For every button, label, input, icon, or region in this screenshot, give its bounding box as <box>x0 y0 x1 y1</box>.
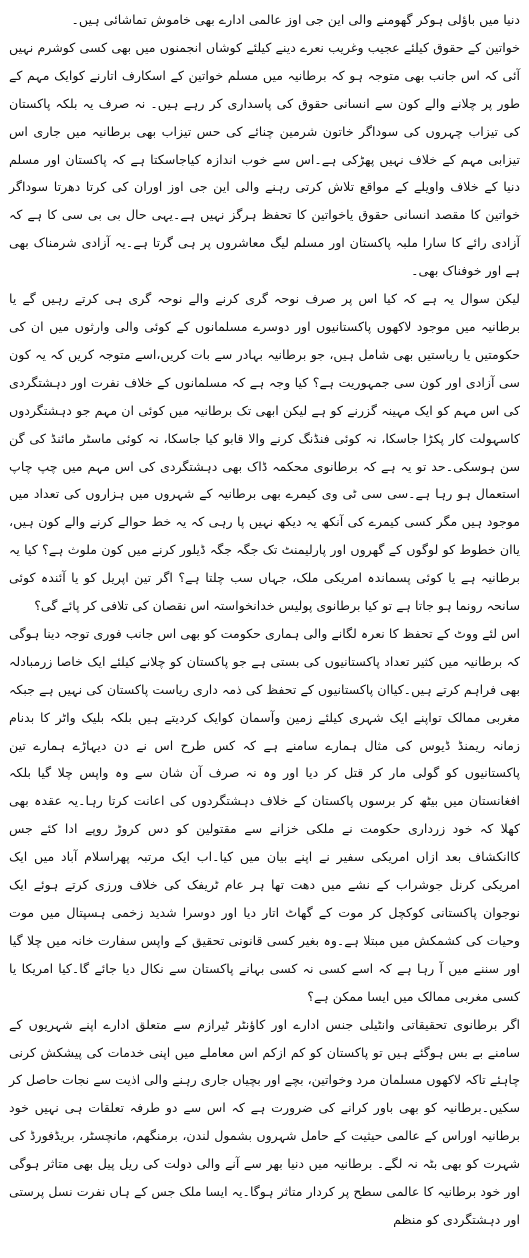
article-paragraph: اس لئے ووٹ کے تحفظ کا نعرہ لگانے والی ہماری حکومت کو بھی اس جانب فوری توجہ دینا ہوگی کہ برطانیہ میں کثیر تعداد پاکستانیوں کی بستی ہے جو پاکستان کو چلانے کیلئے ایک خاصا زرمبادلہ بھی فراہم کرتے ہیں۔کیاان پاکستانیوں کے تحفظ کی ذمہ داری ریاست پاکستان کی نہیں ہے جبکہ مغربی ممالک تواپنے ایک شہری کیلئے زمین وآسمان کوایک کردیتے ہیں بلکہ بلیک واٹر کا بدنام زمانہ ریمنڈ ڈیوس کی مثال ہمارے سامنے ہے کہ کس طرح اس نے دن دیہاڑے ہمارے تین پاکستانیوں کو گولی مار کر قتل کر دیا اور وہ نہ صرف آن شان سے وہ واپس چلا گیا بلکہ افغانستان میں بیٹھ کر برسوں پاکستان کے خلاف دہشتگردوں کی اعانت کرتا رہا۔یہ عقدہ بھی کھلا کہ خود زرداری حکومت نے ملکی خزانے سے مقتولین کو دس کروڑ روپے ادا کئے جس کاانکشاف بعد ازاں امریکی سفیر نے اپنے بیان میں کیا۔اب ایک مرتبہ پھراسلام آباد میں ایک امریکی کرنل جوشراب کے نشے میں دھت تھا ہر عام ٹریفک کی خلاف ورزی کرتے ہوئے ایک نوجوان پاکستانی کوکچل کر موت کے گھاٹ اتار دیا اور دوسرا شدید زخمی ہسپتال میں موت وحیات کی کشمکش میں مبتلا ہے۔وہ بغیر کسی قانونی تحقیق کے واپس سفارت خانہ میں چلا گیا اور سننے میں آ رہا ہے کہ اسے کسی نہ کسی بہانے پاکستان سے نکال دیا جائے گا۔کیا امریکا یا کسی مغربی ممالک میں ایسا ممکن ہے؟ <box>9 625 520 1004</box>
article-paragraph: خواتین کے حقوق کیلئے عجیب وغریب نعرے دینے کیلئے کوشاں انجمنوں میں بھی کسی کوشرم نہیں آئی کہ اس جانب بھی متوجہ ہو کہ برطانیہ میں مسلم خواتین کے اسکارف اتارنے کوایک مہم کے طور پر چلانے والے کون سے انسانی حقوق کی پاسداری کر رہے ہیں۔ نہ صرف یہ بلکہ پاکستان کی تیزاب چہروں کی سوداگر خاتون شرمین چنائے کی حس تیزاب بھی برطانیہ میں جاری اس تیزابی مہم کے خلاف نہیں پھڑکی ہے۔اس سے خوب اندازہ کیاجاسکتا ہے کہ پاکستان اور مسلم دنیا کے خلاف واویلے کے مواقع تلاش کرتی رہنے والی این جی اوز اوران کی کرتا دھرتا سوداگر خواتین کا مقصد انسانی حقوق یاخواتین کا تحفظ ہرگز نہیں ہے۔یہی حال بی بی سی کا ہے کہ آزادی رائے کا سارا ملبہ پاکستان اور مسلم لیگ معاشروں پر ہی گرتا ہے۔یہ آزادی شرمناک بھی ہے اور خوفناک بھی۔ <box>9 39 520 279</box>
article-paragraph: دنیا میں باؤلی ہوکر گھومنے والی این جی اوز عالمی ادارے بھی خاموش تماشائی ہیں۔ <box>71 12 520 27</box>
article-paragraph: لیکن سوال یہ ہے کہ کیا اس پر صرف نوحہ گری کرنے والے نوحہ گری ہی کرتے رہیں گے یا برطانیہ میں موجود لاکھوں پاکستانیوں اور دوسرے مسلمانوں کے کوئی والی وارثوں میں ان کی حکومتیں یا ریاستیں بھی شامل ہیں، جو برطانیہ بہادر سے بات کریں،اسے متوجہ کریں کہ یہ کون سی آزادی اور کون سی جمہوریت ہے؟ کیا وجہ ہے کہ مسلمانوں کے خلاف نفرت اور دہشتگردی کی اس مہم کو ایک مہینہ گزرنے کو ہے لیکن ابھی تک برطانیہ میں کوئی ان مہم جو دہشتگردوں کاسہولت کار پکڑا جاسکا، نہ کوئی فنڈنگ کرنے والا قابو کیا جاسکا، نہ کوئی ماسٹر مائنڈ کی گن سن ہوسکی۔حد تو یہ ہے کہ برطانوی محکمہ ڈاک بھی دہشتگردی کی اس مہم میں چپ چاپ استعمال ہو رہا ہے۔سی سی ٹی وی کیمرے بھی برطانیہ کے شہروں میں ہزاروں کی تعداد میں موجود ہیں مگر کسی کیمرے کی آنکھ یہ دیکھ نہیں پا رہی کہ یہ خط حوالے کرنے والے کون ہیں، یاان خطوط کو لوگوں کے گھروں اور پارلیمنٹ تک جگہ جگہ ڈیلور کرنے میں کون ملوث ہے؟ کیا یہ برطانیہ ہے یا کوئی پسماندہ امریکی ملک، جہاں سب چلتا ہے؟ اگر تین اپریل کو یا آئندہ کوئی سانحہ رونما ہو جاتا ہے تو کیا برطانوی پولیس خدانخواستہ اس نقصان کی تلافی کر پائے گی؟ <box>9 291 520 614</box>
article-paragraph: اگر برطانوی تحقیقاتی وانٹیلی جنس ادارے اور کاؤنٹر ٹیرازم سے متعلق ادارے اپنے شہریوں کے سامنے بے بس ہوگئے ہیں تو پاکستان کو کم ازکم اس معاملے میں اپنی خدمات کی پیشکش کرنی چاہئے تاکہ لاکھوں مسلمان مرد وخواتین، بچے اور بچیاں جاری رہنے والی اذیت سے نجات حاصل کر سکیں۔برطانیہ کو بھی باور کرانے کی ضرورت ہے کہ اس سے دو طرفہ تعلقات ہی نہیں خود برطانیہ اوراس کے عالمی حیثیت کے حامل شہروں بشمول لندن، برمنگھم، مانچسٹر، بریڈفورڈ کی شہرت کو بھی بٹہ نہ لگے۔ برطانیہ میں دنیا بھر سے آنے والی دولت کی ریل پیل بھی متاثر ہوگی اور خود برطانیہ کا عالمی سطح پر کردار متاثر ہوگا۔یہ ایسا ملک جس کے ہاں نفرت نسل پرستی اور دہشتگردی کو منظم <box>9 1016 520 1227</box>
